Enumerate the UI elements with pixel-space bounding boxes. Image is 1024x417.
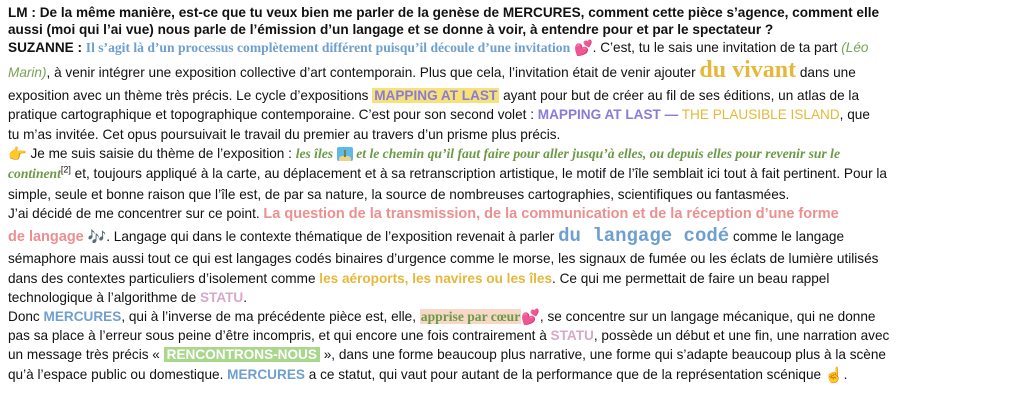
- text-span: Je me suis saisie du thème de l’exposition :: [26, 145, 296, 161]
- text-span: et, toujours appliqué à la carte, au déplacement et à sa retranscription artistique, le motif de l’île semblait ici tout à fait pertinent. Pour la: [70, 166, 887, 182]
- line-3: [8, 57, 1016, 86]
- raised-hand-icon: ☝: [824, 366, 844, 384]
- rencontrons-nous-highlight: RENCONTRONS-NOUS: [164, 347, 320, 362]
- line-12: sémaphore mais aussi tout ce qui est langages codés binaires d’urgence comme le morse, les signaux de fumée ou les éclats de lumière utilisés: [8, 251, 879, 267]
- aeroports-phrase: les aéroports, les navires ou les îles: [319, 270, 553, 286]
- continent-word: continent: [8, 166, 61, 182]
- line-5: [8, 105, 1016, 124]
- text-span: qu’à l’espace public ou domestique.: [8, 366, 228, 382]
- text-span: a ce statut, qui vaut pour autant de la performance que de la représentation scénique: [304, 366, 825, 382]
- marin-name: Marin): [8, 65, 47, 81]
- text-span: , se concentre sur un langage mécanique, qui ne donne: [539, 309, 876, 325]
- text-span: , que: [839, 107, 870, 123]
- text-span: dans une: [796, 65, 856, 81]
- text-span: », dans une forme beaucoup plus narrative, une forme qui s’adapte beaucoup plus à la scène: [319, 347, 886, 363]
- text-span: , qui à l’inverse de ma précédente pièce est, elle,: [121, 309, 420, 325]
- apprise-par-coeur-highlight: apprise par cœur: [420, 309, 521, 325]
- leo-name: (Léo: [841, 40, 869, 55]
- text-span: .: [843, 366, 848, 382]
- suzanne-line-1: [8, 38, 1016, 57]
- de-langage-phrase: de langage: [8, 229, 84, 246]
- mapping-at-last-title: MAPPING AT LAST —: [537, 107, 679, 123]
- plausible-island-title: THE PLAUSIBLE ISLAND: [678, 107, 840, 123]
- line-6: tu m’as invitée. Cet opus poursuivait le travail du premier au travers d’un prisme plus précis.: [8, 126, 561, 142]
- invitation-phrase: Il s’agit là d’un processus complètement différent puisqu’il découle d’une invitation: [85, 40, 571, 55]
- footnote-marker[interactable]: [2]: [60, 164, 71, 175]
- invitation-text: . C’est, tu le sais une invitation de ta part: [592, 40, 842, 55]
- music-note-icon: 🎶: [87, 229, 107, 247]
- heart-icon: 💕: [521, 308, 540, 326]
- text-span: , possède un début et une fin, une narration avec: [593, 328, 890, 344]
- text-span: comme le langage: [729, 229, 845, 245]
- du-vivant-phrase: du vivant: [699, 57, 797, 84]
- langage-code-phrase: du langage codé: [558, 225, 730, 248]
- text-span: J’ai décidé de me concentrer sur ce point.: [8, 206, 264, 222]
- line-15: [8, 307, 1016, 326]
- mapping-at-last-highlight: MAPPING AT LAST: [374, 88, 498, 104]
- text-span: . Langage qui dans le contexte thématique de l’exposition revenait à parler: [106, 229, 559, 245]
- text-span: .: [243, 289, 248, 305]
- line-9: simple, seule et bonne raison que l’île est, de par sa nature, la source de nombreuses cartographies, scientifiques ou fantasmées.: [8, 187, 790, 203]
- transmission-phrase: La question de la transmission, de la communication et de la réception d’une forme: [263, 206, 839, 223]
- text-span: . Ce qui me permettait de faire un beau rappel: [552, 270, 830, 286]
- les-iles-phrase: les îles: [295, 145, 334, 161]
- statu-title: STATU: [199, 289, 244, 305]
- island-icon: [337, 147, 353, 161]
- text-span: Donc: [8, 309, 44, 325]
- line-13: [8, 269, 1016, 288]
- statu-title: STATU: [550, 328, 594, 344]
- text-span: un message très précis «: [8, 347, 164, 363]
- text-span: , à venir intégrer une exposition collective d’art contemporain. Plus que cela, l’invitation était de venir ajouter: [46, 65, 700, 81]
- pointing-hand-icon: 👉: [8, 145, 27, 163]
- line-18: [8, 365, 1016, 384]
- text-span: pas sa place à l’erreur sous peine d’être incompris, et qui encore une fois contrairement à: [8, 328, 551, 344]
- mercures-title: MERCURES: [43, 309, 122, 325]
- lm-question-line-2: aussi (moi qui l’ai vue) nous parle de l’émission d’un langage et se donne à voir, à entendre pour et par le spectateur ?: [8, 22, 774, 37]
- lm-question-line-1: LM : De la même manière, est-ce que tu veux bien me parler de la genèse de MERCURES, comment cette pièce s’agence, comment elle: [8, 5, 880, 20]
- line-4: [8, 86, 1016, 105]
- mercures-title: MERCURES: [227, 366, 305, 382]
- line-17: [8, 345, 1016, 364]
- line-10: [8, 204, 1016, 224]
- text-span: exposition avec un thème très précis. Le cycle d’expositions: [8, 88, 373, 104]
- line-11: [8, 224, 1016, 249]
- heart-icon: 💕: [573, 39, 593, 57]
- text-span: pratique cartographique et topographique contemporaine. C’est pour son second volet :: [8, 107, 538, 123]
- speaker-label: SUZANNE :: [8, 40, 86, 55]
- line-8: [8, 163, 1016, 185]
- line-7: [8, 144, 1016, 163]
- text-span: ayant pour but de créer au fil de ses éditions, un atlas de la: [499, 88, 860, 104]
- chemin-phrase: et le chemin qu’il faut faire pour aller jusqu’à elles, ou depuis elles pour revenir sur le: [352, 145, 840, 161]
- line-16: [8, 326, 1016, 345]
- text-span: technologique à l’algorithme de: [8, 289, 200, 305]
- text-span: dans des contextes particuliers d’isolement comme: [8, 270, 320, 286]
- line-14: [8, 288, 1016, 307]
